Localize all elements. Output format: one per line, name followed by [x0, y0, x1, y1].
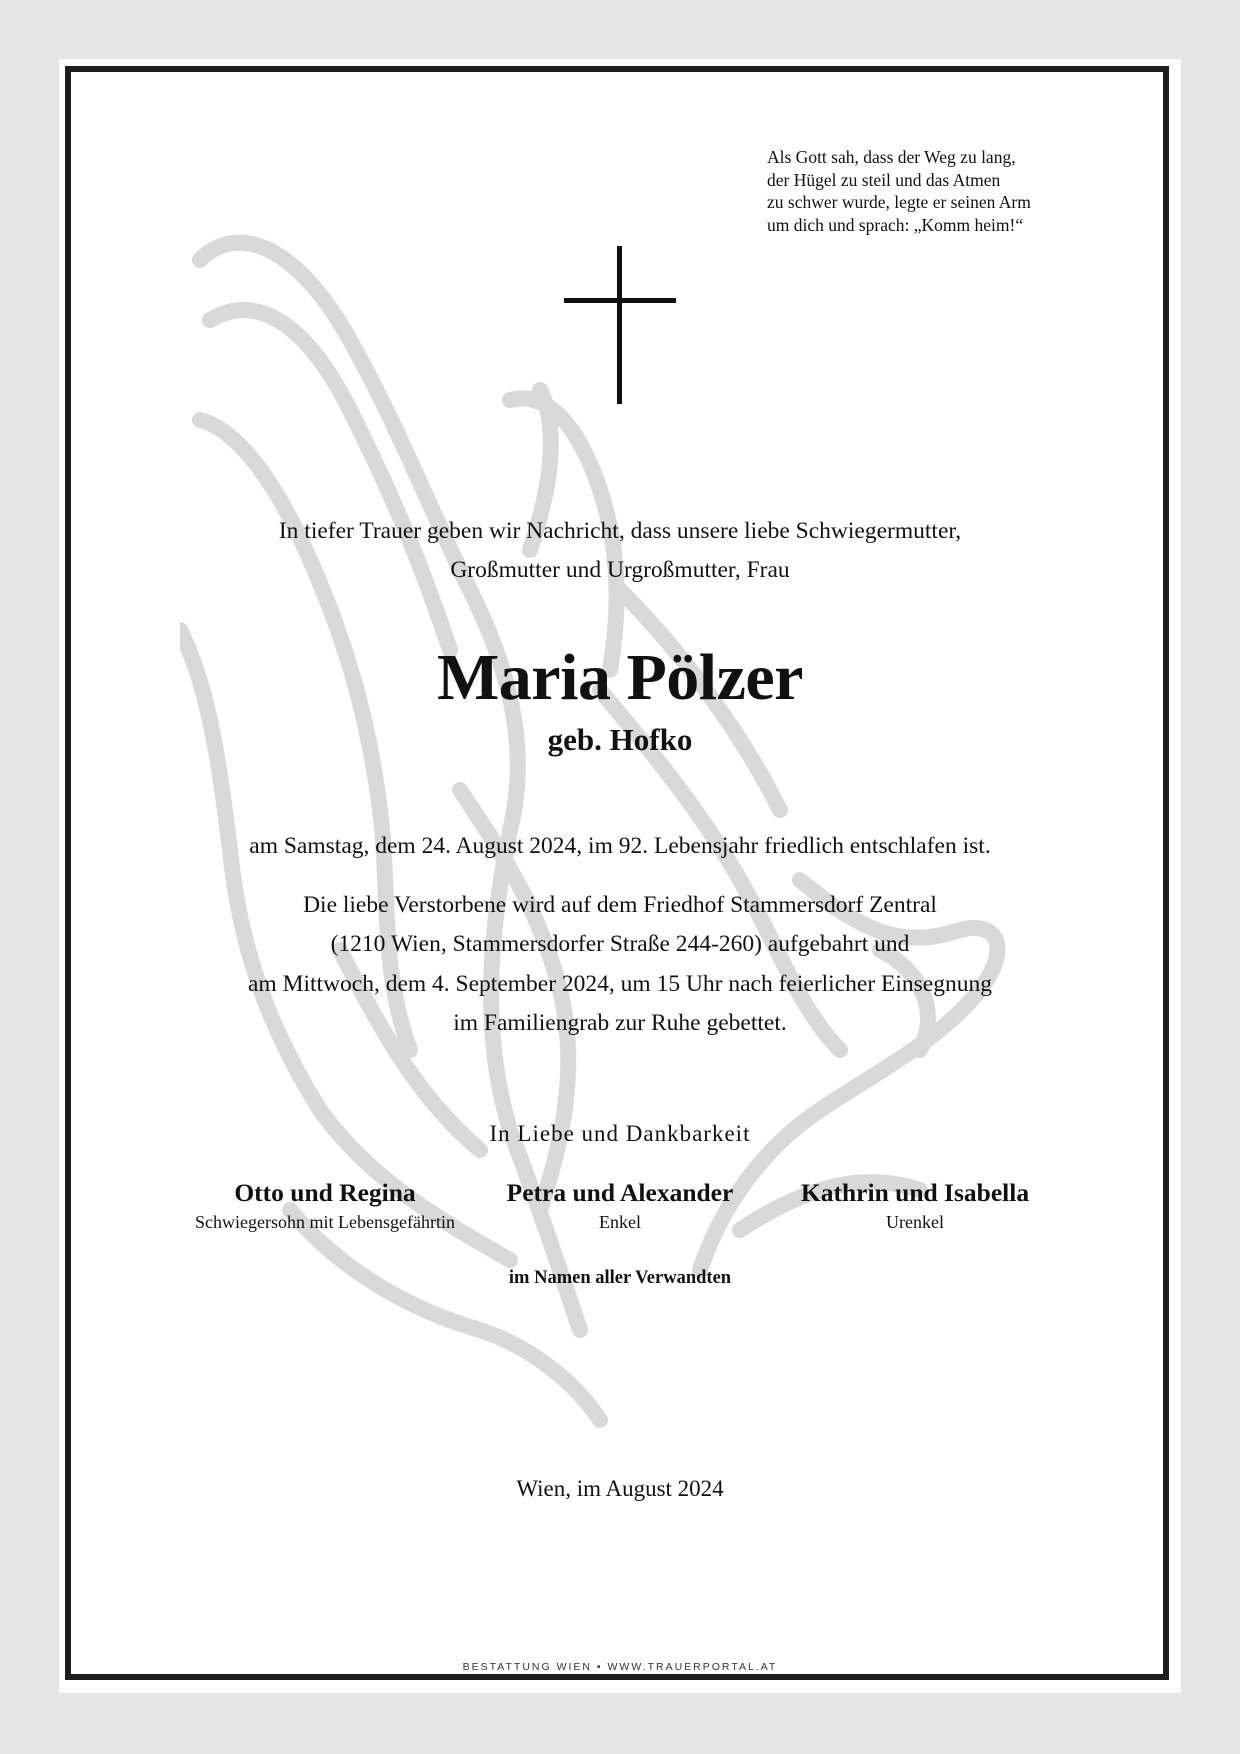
mourner-relation: Schwiegersohn mit Lebensgefährtin — [195, 1212, 455, 1232]
mourner-name: Kathrin und Isabella — [800, 1178, 1030, 1207]
intro-line: Großmutter und Urgroßmutter, Frau — [450, 557, 790, 583]
funeral-line: Die liebe Verstorbene wird auf dem Friedhof Stammersdorf Zentral — [303, 892, 937, 918]
verse-line: zu schwer wurde, legte er seinen Arm — [767, 192, 1031, 212]
maiden-name: geb. Hofko — [547, 722, 693, 757]
mourner-relation: Urenkel — [886, 1212, 944, 1232]
funeral-line: im Familiengrab zur Ruhe gebettet. — [453, 1010, 787, 1036]
mourner-relation: Enkel — [599, 1212, 641, 1232]
funeral-line: (1210 Wien, Stammersdorfer Straße 244-260) aufgebahrt und — [330, 931, 910, 957]
mourner — [455, 1178, 785, 1234]
verse-line: der Hügel zu steil und das Atmen — [767, 169, 1001, 190]
mourner-name: Petra und Alexander — [506, 1178, 734, 1207]
verse-line: Als Gott sah, dass der Weg zu lang, — [767, 147, 1016, 167]
closing-phrase: In Liebe und Dankbarkeit — [489, 1121, 751, 1146]
mourner-name: Otto und Regina — [234, 1178, 416, 1207]
death-notice: am Samstag, dem 24. August 2024, im 92. Lebensjahr friedlich entschlafen ist. — [249, 833, 991, 859]
place-date: Wien, im August 2024 — [516, 1476, 724, 1501]
mourner — [160, 1178, 490, 1234]
funeral-line: am Mittwoch, dem 4. September 2024, um 15 Uhr nach feierlicher Einsegnung — [248, 971, 992, 997]
relatives-note: im Namen aller Verwandten — [508, 1268, 732, 1288]
memorial-verse — [767, 146, 1097, 236]
intro-line: In tiefer Trauer geben wir Nachricht, dass unsere liebe Schwiegermutter, — [278, 518, 962, 544]
footer-imprint: BESTATTUNG WIEN • WWW.TRAUERPORTAL.AT — [462, 1661, 778, 1673]
deceased-name: Maria Pölzer — [437, 641, 803, 714]
cross-icon — [564, 246, 676, 404]
mourner — [750, 1178, 1080, 1234]
verse-line: um dich und sprach: „Komm heim!“ — [767, 214, 1024, 235]
